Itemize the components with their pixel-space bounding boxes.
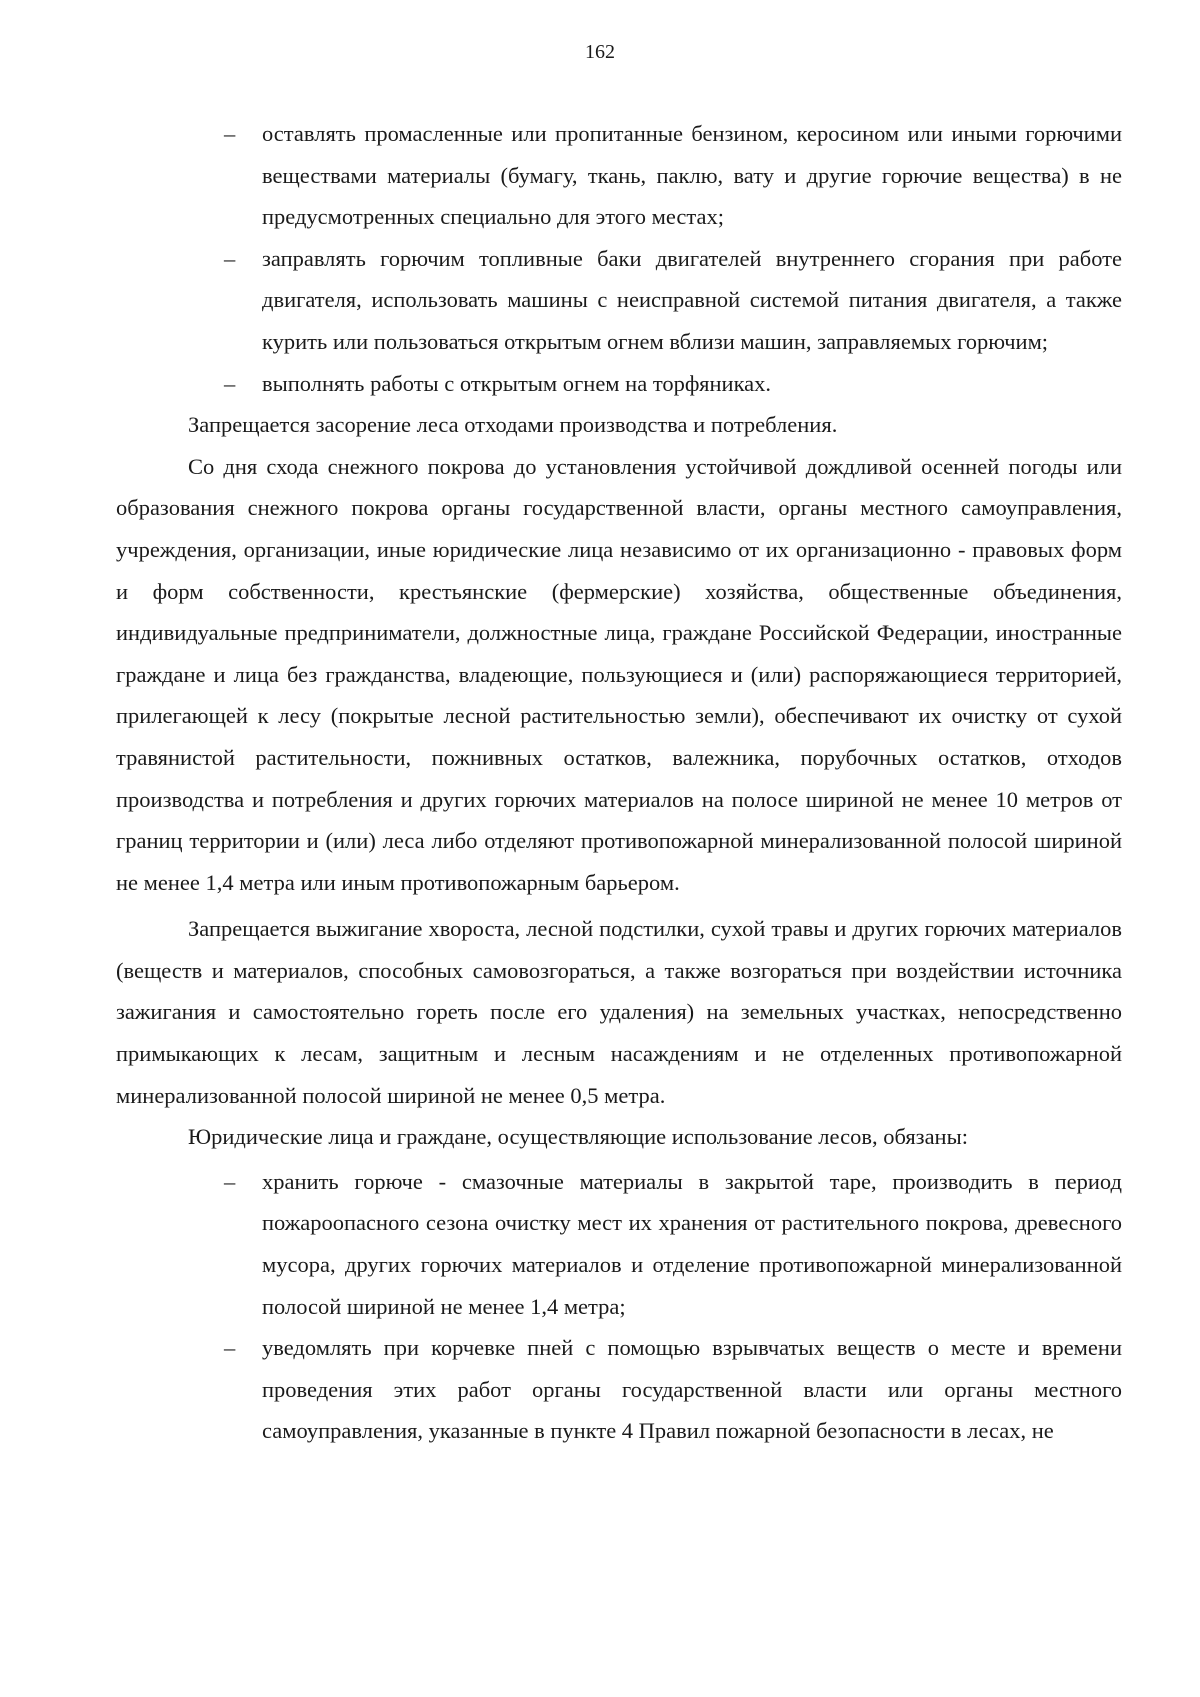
page-body <box>116 113 1122 1452</box>
list-item <box>116 363 1122 405</box>
list-item <box>116 1161 1122 1327</box>
list-item-text: оставлять промасленные или пропитанные бензином, керосином или иными горючими веществами материалы (бумагу, ткань, паклю, вату и другие горючие вещества) в не предусмотренных специально для этого местах; <box>262 121 1122 230</box>
list-dash: – <box>224 121 236 146</box>
prohibited-actions-list <box>116 113 1122 404</box>
list-item <box>116 1327 1122 1452</box>
list-item-text: заправлять горючим топливные баки двигателей внутреннего сгорания при работе двигателя, использовать машины с неисправной системой питания двигателя, а также курить или пользоваться открытым огнем вблизи машин, заправляемых горючим; <box>262 245 1122 354</box>
list-dash: – <box>224 1168 236 1194</box>
paragraph-burning-ban: Запрещается выжигание хвороста, лесной подстилки, сухой травы и других горючих материалов (веществ и материалов, способных самовозгораться, а также возгораться при воздействии источника зажигания и самостоятельно гореть после его удаления) на земельных участках, непосредственно примыкающих к лесам, защитным и лесным насаждениям и не отделенных противопожарной минерализованной полосой шириной не менее 0,5 метра. <box>116 916 1122 1108</box>
list-item-text: уведомлять при корчевке пней с помощью взрывчатых веществ о месте и времени проведения этих работ органы государственной власти или органы местного самоуправления, указанные в пункте 4 Правил пожарной безопасности в лесах, не <box>262 1335 1122 1444</box>
obligations-list <box>116 1161 1122 1452</box>
list-item-text: хранить горюче - смазочные материалы в закрытой таре, производить в период пожароопасного сезона очистку мест их хранения от растительного покрова, древесного мусора, других горючих материалов и отделение противопожарной минерализованной полосой шириной не менее 1,4 метра; <box>262 1168 1122 1319</box>
list-item-text: выполнять работы с открытым огнем на торфяниках. <box>262 370 772 396</box>
page-number: 162 <box>585 41 615 63</box>
paragraph-obligations-intro: Юридические лица и граждане, осуществляющие использование лесов, обязаны: <box>188 1124 968 1150</box>
list-dash: – <box>224 370 236 396</box>
list-dash: – <box>224 245 236 271</box>
list-dash: – <box>224 1335 236 1361</box>
list-item <box>116 238 1122 363</box>
paragraph-clearing-duty: Со дня схода снежного покрова до установления устойчивой дождливой осенней погоды или образования снежного покрова органы государственной власти, органы местного самоуправления, учреждения, организации, иные юридические лица независимо от их организационно - правовых форм и форм собственности, крестьянские (фермерские) хозяйства, общественные объединения, индивидуальные предприниматели, должностные лица, граждане Российской Федерации, иностранные граждане и лица без гражданства, владеющие, пользующиеся и (или) распоряжающиеся территорией, прилегающей к лесу (покрытые лесной растительностью земли), обеспечивают их очистку от сухой травянистой растительности, пожнивных остатков, валежника, порубочных остатков, отходов производства и потребления и других горючих материалов на полосе шириной не менее 10 метров от границ территории и (или) леса либо отделяют противопожарной минерализованной полосой шириной не менее 1,4 метра или иным противопожарным барьером. <box>116 453 1122 895</box>
list-item <box>116 113 1122 238</box>
paragraph-littering-ban: Запрещается засорение леса отходами производства и потребления. <box>188 412 838 438</box>
